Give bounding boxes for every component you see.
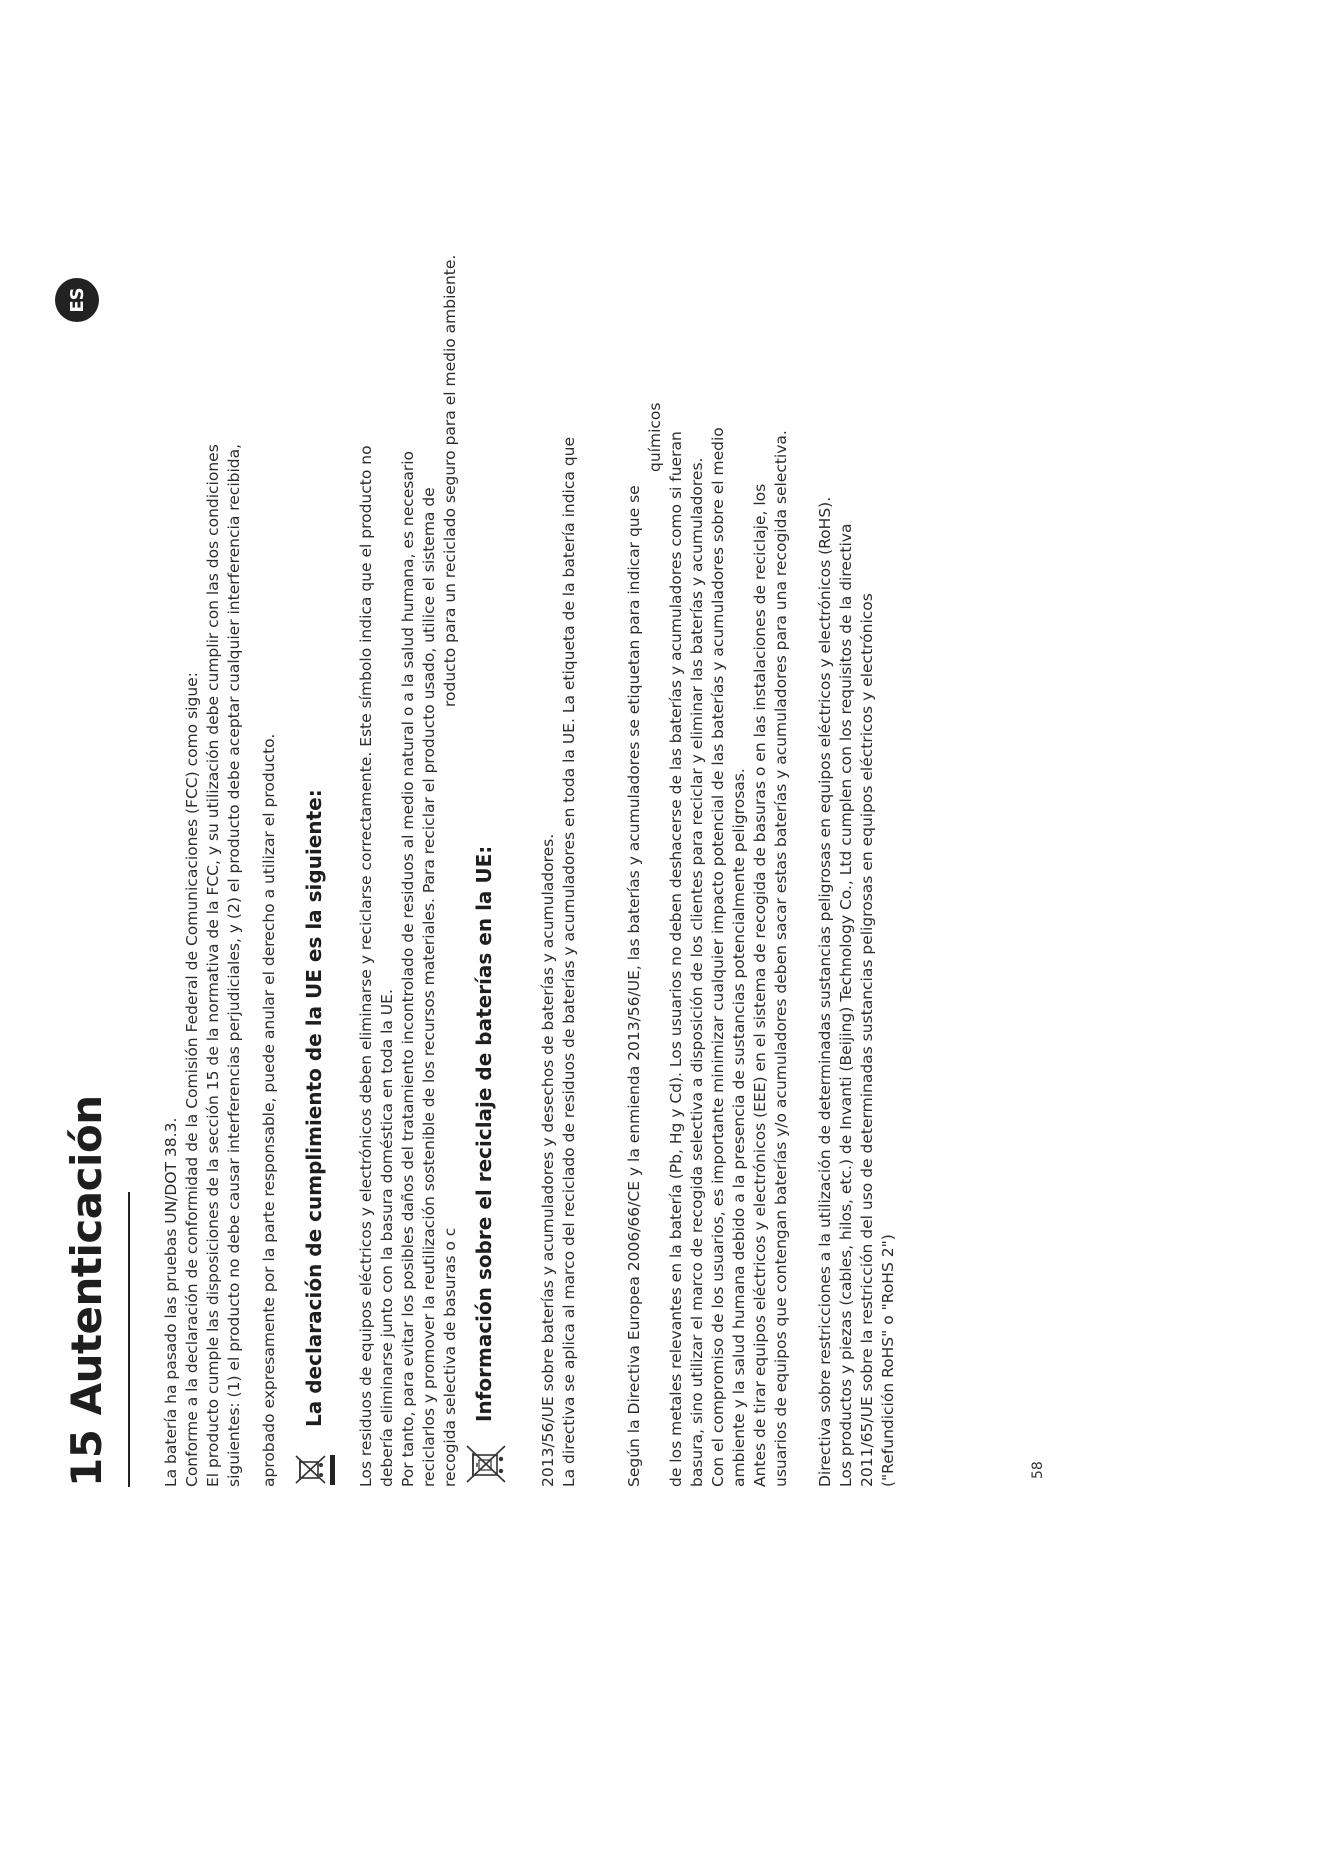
directive-line: Según la Directiva Europea 2006/66/CE y la enmienda 2013/56/UE, las baterías y acumuladores se etiquetan para indicar que se (625, 485, 643, 1487)
battery-info-heading: Información sobre el reciclaje de baterías en la UE: (472, 845, 496, 1422)
directive-line: químicos (646, 402, 664, 472)
rohs-line: Directiva sobre restricciones a la utilización de determinadas sustancias peligrosas en equipos eléctricos y electrónicos (RoHS). (816, 496, 834, 1487)
directive-line: de los metales relevantes en la batería (Pb, Hg y Cd). Los usuarios no deben deshacerse de las baterías y acumuladores como si fueran (667, 431, 685, 1487)
intro-line: La batería ha pasado las pruebas UN/DOT 38.3. (162, 1117, 180, 1487)
eu-line: reciclarlos y promover la reutilización sostenible de los recursos materiales. Para reciclar el producto usado, utilice el sistema de (420, 487, 438, 1487)
intro-line: siguientes: (1) el producto no debe causar interferencias perjudiciales, y (2) el producto debe aceptar cualquier interferencia recibida, (225, 443, 243, 1487)
eu-line: Por tanto, para evitar los posibles daños del tratamiento incontrolado de residuos al medio natural o a la salud humana, es necesario (399, 450, 417, 1487)
battery-line: La directiva se aplica al marco del reciclado de residuos de baterías y acumuladores en toda la UE. La etiqueta de la batería indica que (560, 436, 578, 1487)
intro-line: El producto cumple las disposiciones de la sección 15 de la normativa de la FCC, y su utilización debe cumplir con las dos condiciones (204, 444, 222, 1487)
battery-crossed-bin-icon (462, 1441, 508, 1487)
eu-declaration-heading: La declaración de cumplimiento de la UE es la siguiente: (302, 789, 326, 1427)
directive-line: Con el compromiso de los usuarios, es importante minimizar cualquier impacto potencial de las baterías y acumuladores sobre el medio (709, 427, 727, 1487)
eu-line: Los residuos de equipos eléctricos y electrónicos deben eliminarse y reciclarse correctamente. Este símbolo indica que el producto no (357, 445, 375, 1487)
directive-line: usuarios de equipos que contengan baterías y/o acumuladores deben sacar estas baterías y acumuladores para una recogida selectiva. (772, 430, 790, 1487)
eu-line: debería eliminarse junto con la basura doméstica en toda la UE. (378, 989, 396, 1487)
weee-crossed-bin-icon (292, 1451, 328, 1487)
directive-line: ambiente y la salud humana debido a la presencia de sustancias potencialmente peligrosas. (730, 768, 748, 1487)
language-badge: ES (55, 278, 99, 322)
rohs-line: Los productos y piezas (cables, hilos, etc.) de Invanti (Beijing) Technology Co., Ltd cumplen con los requisitos de la directiva (837, 523, 855, 1487)
section-title: 15 Autenticación (62, 1095, 111, 1487)
title-underline (128, 1192, 130, 1487)
rohs-line: ("Refundición RoHS" o "RoHS 2") (879, 1234, 897, 1487)
intro-line: Conforme a la declaración de conformidad de la Comisión Federal de Comunicaciones (FCC) como sigue: (183, 672, 201, 1487)
intro-line: aprobado expresamente por la parte responsable, puede anular el derecho a utilizar el producto. (260, 733, 278, 1487)
directive-line: Antes de tirar equipos eléctricos y electrónicos (EEE) en el sistema de recogida de basuras o en las instalaciones de reciclaje, los (751, 483, 769, 1487)
weee-bar (330, 1455, 335, 1485)
directive-line: basura, sino utilizar el marco de recogida selectiva a disposición de los clientes para reciclar y eliminar las baterías y acumuladores. (688, 457, 706, 1487)
eu-line: roducto para un reciclado seguro para el medio ambiente. (441, 254, 459, 707)
eu-line: recogida selectiva de basuras o c (441, 1227, 459, 1487)
rohs-line: 2011/65/UE sobre la restricción del uso de determinadas sustancias peligrosas en equipos eléctricos y electrónicos (858, 593, 876, 1487)
page-number: 58 (1030, 1461, 1046, 1479)
battery-line: 2013/56/UE sobre baterías y acumuladores y desechos de baterías y acumuladores. (539, 833, 557, 1487)
